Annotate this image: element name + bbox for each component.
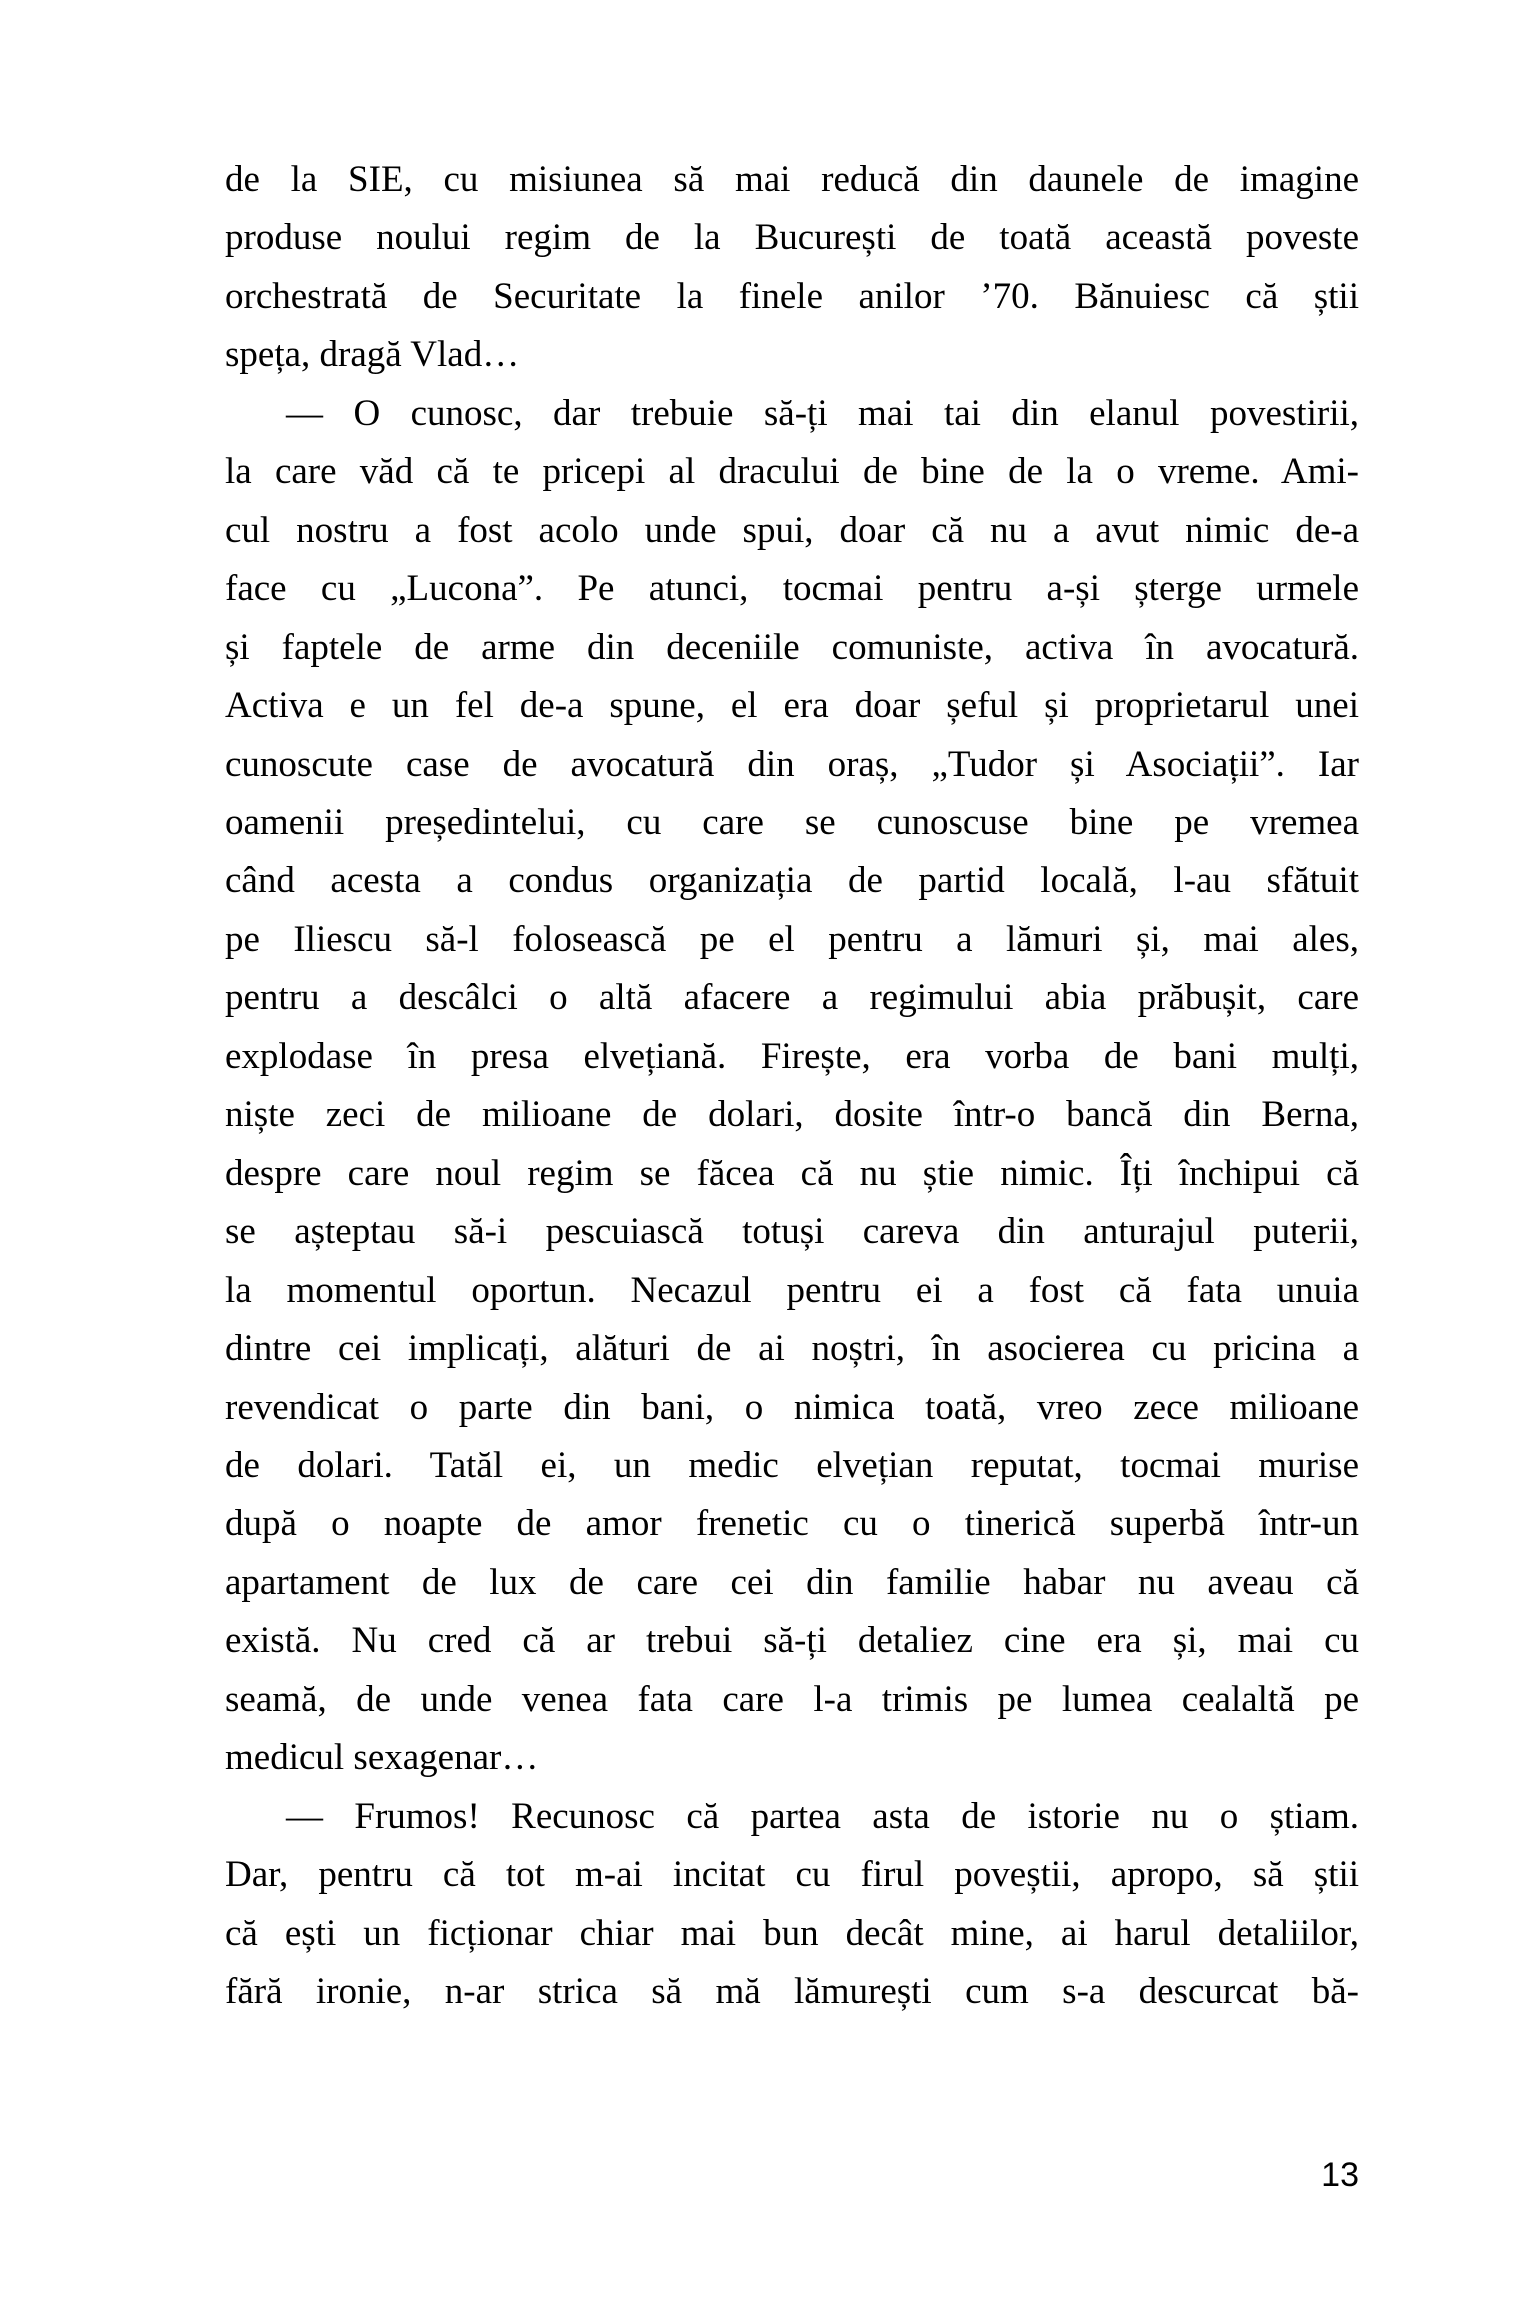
text-line: face cu „Lucona”. Pe atunci, tocmai pentru a-și șterge urmele	[225, 568, 1359, 610]
text-line: oamenii președintelui, cu care se cunoscuse bine pe vremea	[225, 801, 1359, 843]
text-line: există. Nu cred că ar trebui să-ți detaliez cine era și, mai cu	[225, 1620, 1359, 1662]
text-line: fără ironie, n-ar strica să mă lămurești cum s-a descurcat bă-	[225, 1971, 1359, 2013]
text-line: medicul sexagenar…	[225, 1737, 539, 1779]
text-line: speța, dragă Vlad…	[225, 334, 520, 376]
text-line: produse noului regim de la București de toată această poveste	[225, 217, 1359, 259]
text-line: seamă, de unde venea fata care l-a trimis pe lumea cealaltă pe	[225, 1678, 1359, 1720]
text-line: apartament de lux de care cei din familie habar nu aveau că	[225, 1561, 1359, 1603]
text-line: la momentul oportun. Necazul pentru ei a fost că fata unuia	[225, 1269, 1359, 1311]
paragraph	[225, 385, 1359, 1788]
text-line: la care văd că te pricepi al dracului de bine de la o vreme. Ami-	[225, 451, 1359, 493]
text-line: explodase în presa elvețiană. Firește, era vorba de bani mulți,	[225, 1035, 1359, 1077]
text-line: despre care noul regim se făcea că nu știe nimic. Îți închipui că	[225, 1152, 1359, 1194]
text-line: Activa e un fel de-a spune, el era doar șeful și proprietarul unei	[225, 685, 1359, 727]
text-line: cunoscute case de avocatură din oraș, „Tudor și Asociații”. Iar	[225, 743, 1359, 785]
page-number: 13	[1321, 2156, 1359, 2194]
text-line: niște zeci de milioane de dolari, dosite într-o bancă din Berna,	[225, 1094, 1359, 1136]
page-text-block	[225, 151, 1359, 2022]
text-line: pe Iliescu să-l folosească pe el pentru a lămuri și, mai ales,	[225, 918, 1359, 960]
text-line: revendicat o parte din bani, o nimica toată, vreo zece milioane	[225, 1386, 1359, 1428]
text-line: de la SIE, cu misiunea să mai reducă din daunele de imagine	[225, 159, 1359, 200]
text-line: cul nostru a fost acolo unde spui, doar că nu a avut nimic de-a	[225, 509, 1359, 551]
text-line: că ești un ficționar chiar mai bun decât mine, ai harul detaliilor,	[225, 1912, 1359, 1954]
text-line: după o noapte de amor frenetic cu o tinerică superbă într-un	[225, 1503, 1359, 1545]
text-line: de dolari. Tatăl ei, un medic elvețian reputat, tocmai murise	[225, 1444, 1359, 1486]
paragraph	[225, 1788, 1359, 2022]
text-line: se așteptau să-i pescuiască totuși careva din anturajul puterii,	[225, 1211, 1359, 1253]
text-line: dintre cei implicați, alături de ai noștri, în asocierea cu pricina a	[225, 1328, 1359, 1370]
text-line: pentru a descâlci o altă afacere a regimului abia prăbușit, care	[225, 977, 1359, 1019]
text-line: orchestrată de Securitate la finele anilor ’70. Bănuiesc că știi	[225, 275, 1359, 317]
text-line: — O cunosc, dar trebuie să-ți mai tai din elanul povestirii,	[286, 392, 1359, 434]
text-line: când acesta a condus organizația de partid locală, l-au sfătuit	[225, 860, 1359, 902]
text-line: Dar, pentru că tot m-ai incitat cu firul poveștii, apropo, să știi	[225, 1854, 1359, 1896]
paragraph	[225, 151, 1359, 385]
text-line: — Frumos! Recunosc că partea asta de istorie nu o știam.	[286, 1795, 1359, 1837]
text-line: și faptele de arme din deceniile comuniste, activa în avocatură.	[225, 626, 1359, 668]
